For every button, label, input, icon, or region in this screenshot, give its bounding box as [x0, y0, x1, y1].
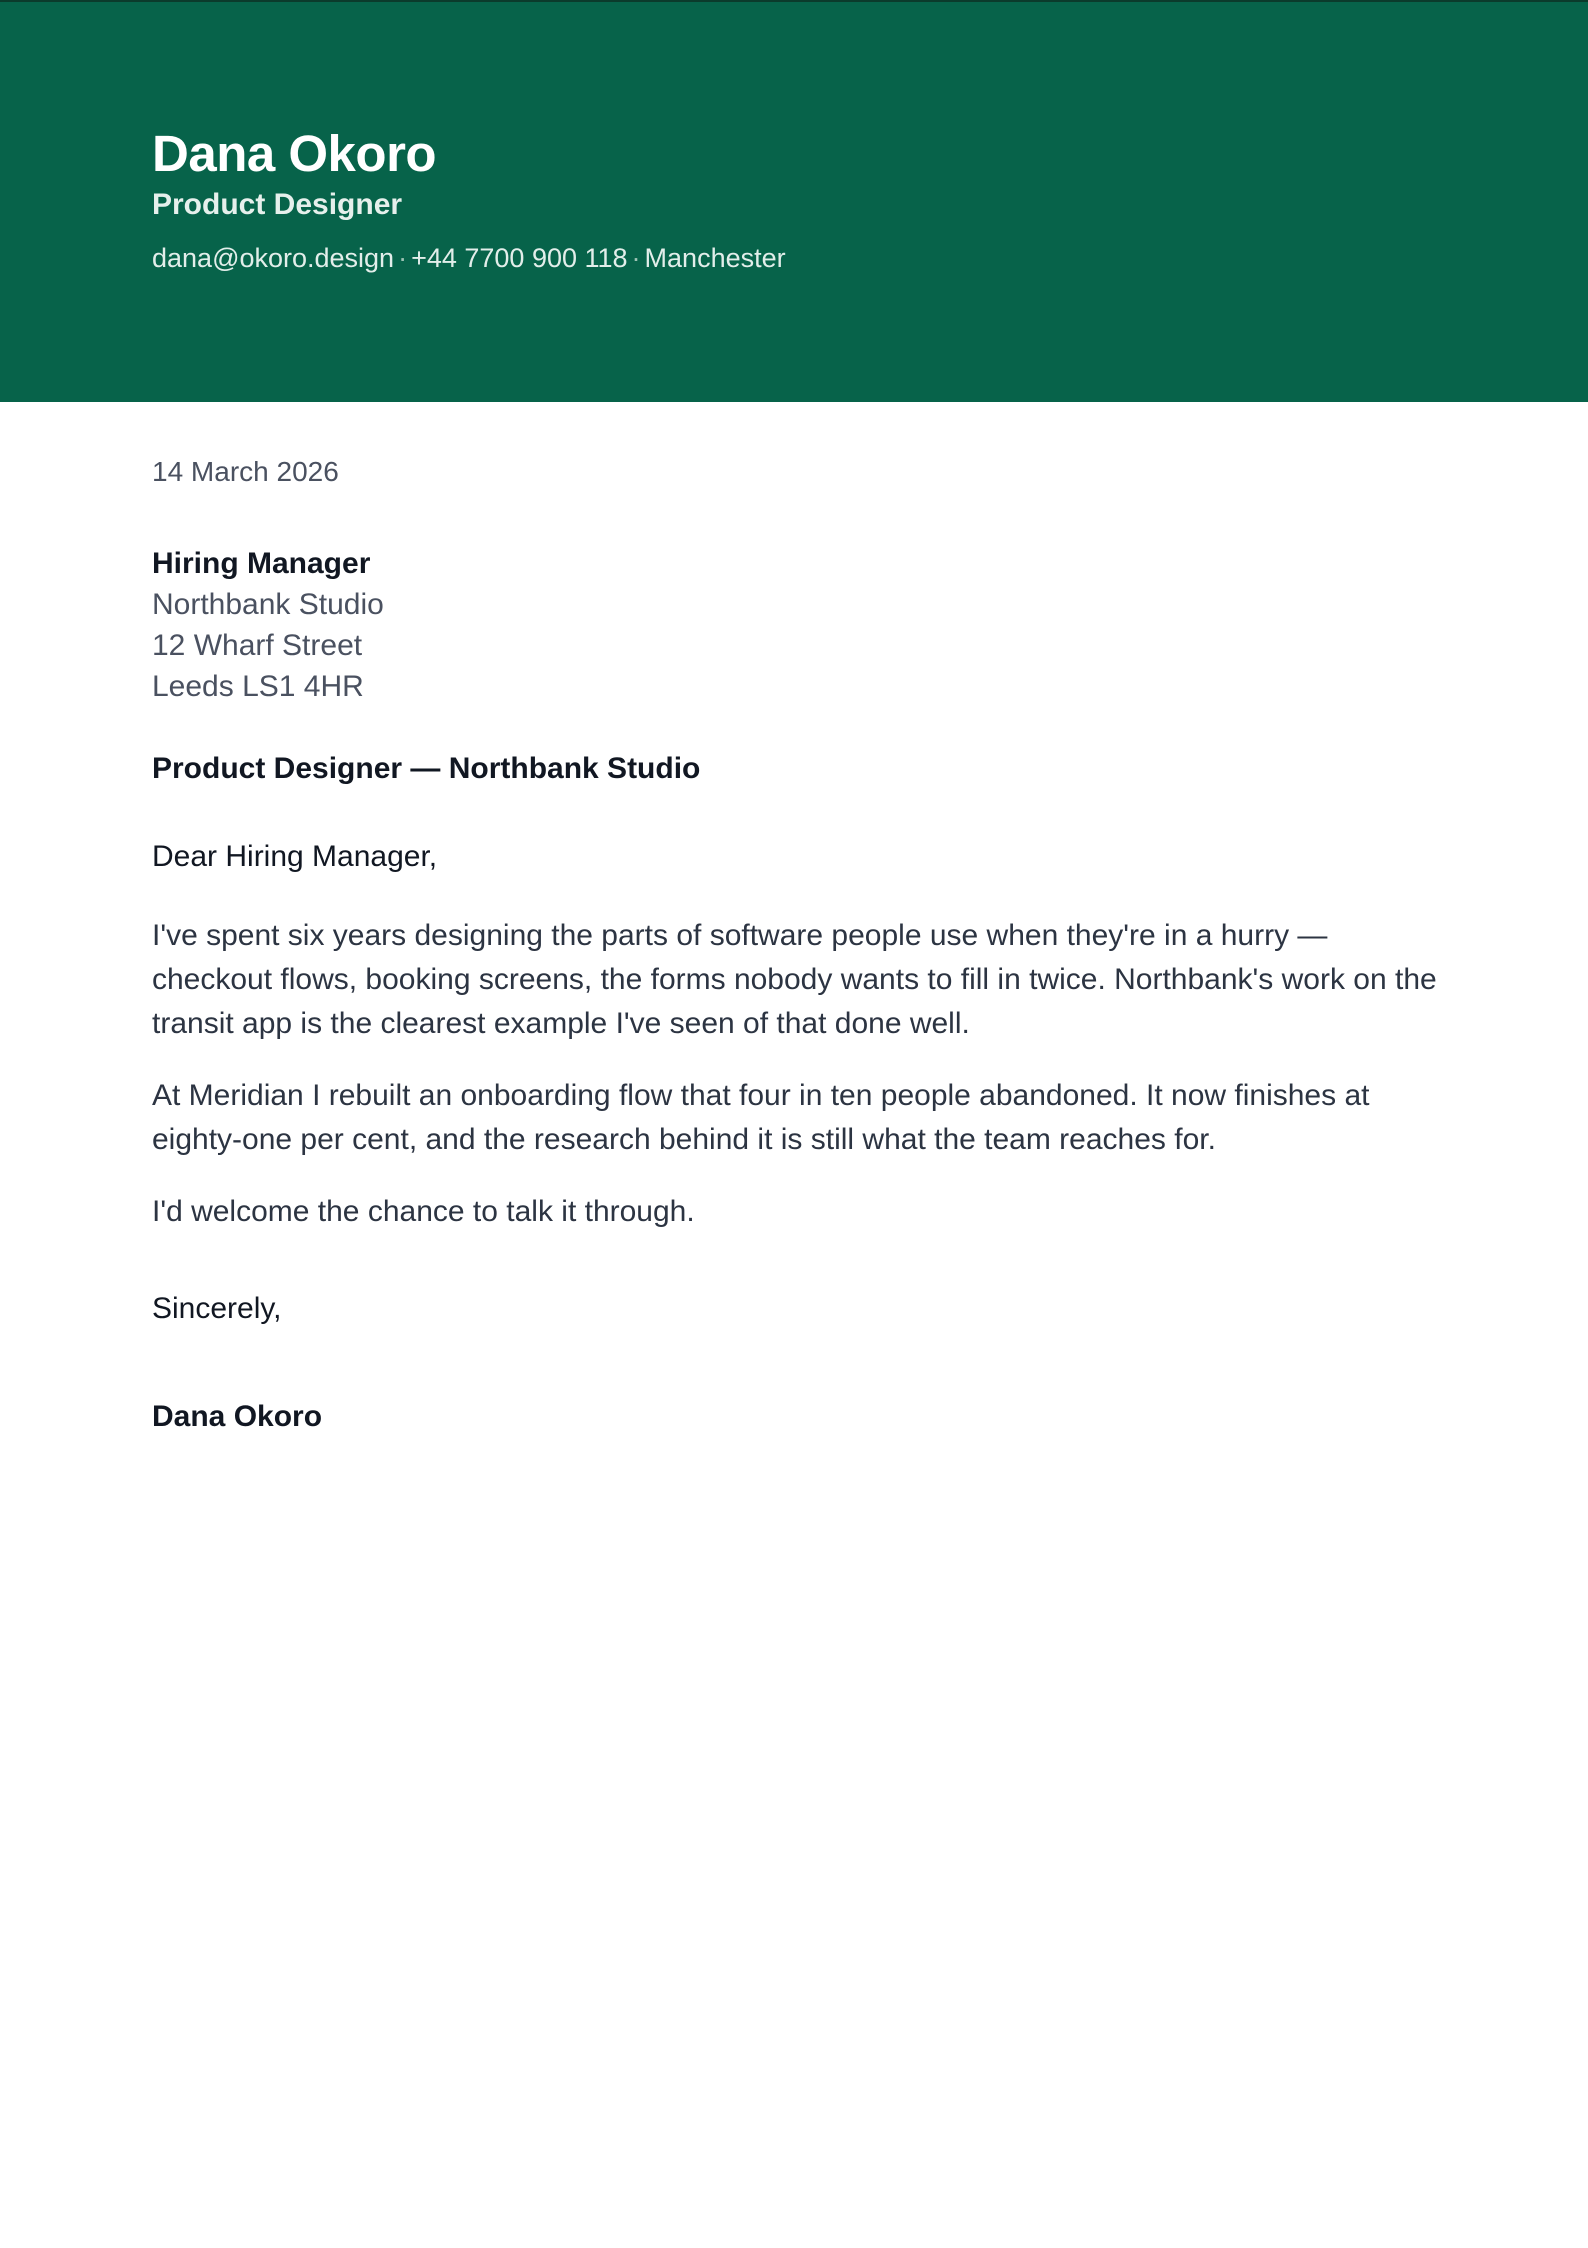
- contact-separator: ·: [398, 243, 408, 273]
- letterhead-banner: [0, 0, 1588, 402]
- sender-location: Manchester: [644, 243, 786, 273]
- letter-closing: Sincerely,: [152, 1292, 282, 1325]
- paragraph: At Meridian I rebuilt an onboarding flow that four in ten people abandoned. It now finishes at eighty-one per cent, and the research behind it is still what the team reaches for.: [152, 1079, 1370, 1156]
- letter-date: 14 March 2026: [152, 456, 339, 487]
- paragraph: I've spent six years designing the parts of software people use when they're in a hurry — checkout flows, booking screens, the forms nobody wants to fill in twice. Northbank's work on the transit app is the clearest example I've seen of that done well.: [152, 919, 1437, 1040]
- sender-name: Dana Okoro: [152, 125, 437, 182]
- letter-subject: Product Designer — Northbank Studio: [152, 752, 701, 785]
- recipient-name: Hiring Manager: [152, 547, 371, 580]
- sender-email: dana@okoro.design: [152, 243, 395, 273]
- recipient-city: Leeds LS1 4HR: [152, 670, 364, 703]
- sender-phone: +44 7700 900 118: [411, 243, 628, 273]
- letter-salutation: Dear Hiring Manager,: [152, 840, 438, 873]
- contact-separator: ·: [631, 243, 641, 273]
- sender-contact-line: [152, 243, 786, 274]
- paragraph: I'd welcome the chance to talk it through.: [152, 1195, 695, 1228]
- recipient-company: Northbank Studio: [152, 588, 384, 621]
- letter-signature: Dana Okoro: [152, 1400, 323, 1433]
- recipient-block: [152, 543, 384, 707]
- recipient-street: 12 Wharf Street: [152, 629, 363, 662]
- letter-paragraphs: [152, 914, 1442, 1262]
- sender-role: Product Designer: [152, 188, 403, 221]
